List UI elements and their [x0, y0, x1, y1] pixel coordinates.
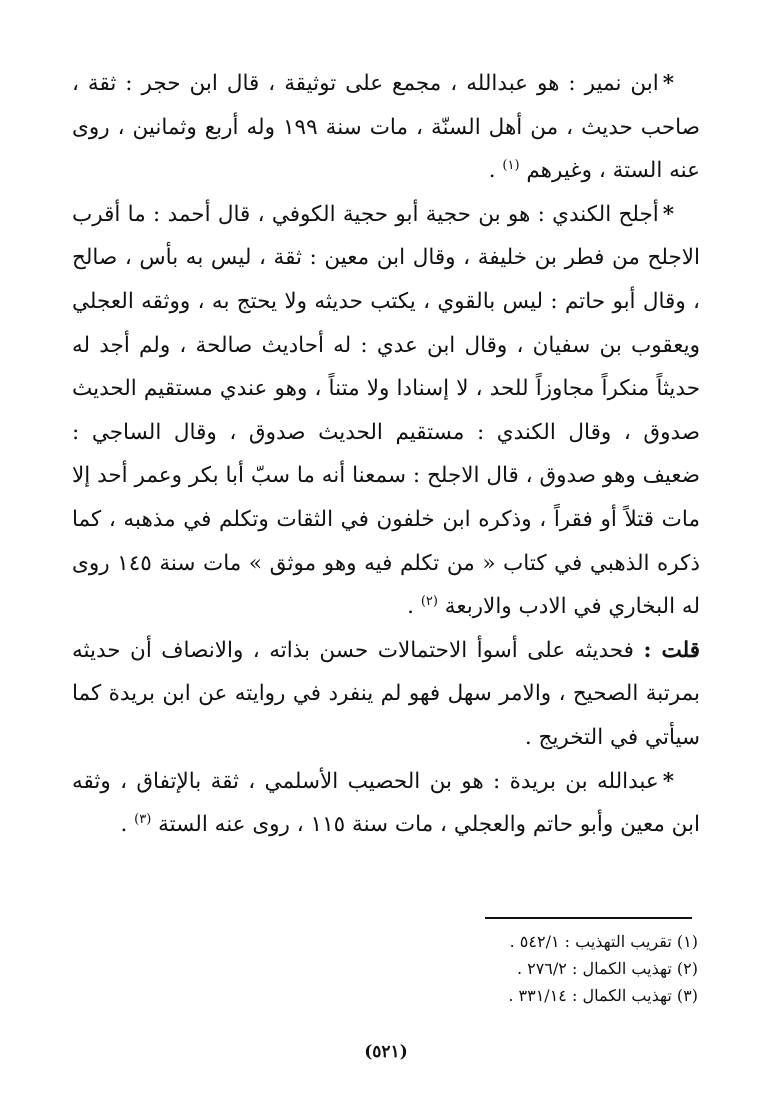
paragraph-tail: .	[120, 812, 128, 838]
paragraph-ajlah	[72, 193, 700, 629]
paragraph-tail: .	[488, 158, 496, 184]
star-marker: *	[662, 71, 674, 96]
paragraph-text: أجلح الكندي : هو بن حجية أبو حجية الكوفي ، قال أحمد : ما أقرب الاجلح من فطر بن خليفة ، وقال ابن معين : ثقة ، ليس به بأس ، صالح ، وقال أبو حاتم : ليس بالقوي ، يكتب حديثه ولا يحتج به ، ووثقه العجلي ويعقوب بن سفيان ، وقال ابن عدي : له أحاديث صالحة ، ولم أجد له حديثاً منكراً مجاوزاً للحد ، لا إسنادا ولا متناً ، وهو عندي مستقيم الحديث صدوق ، وقال الكندي : مستقيم الحديث صدوق ، وقال الساجي : ضعيف وهو صدوق ، قال الاجلح : سمعنا أنه ما سبّ أبا بكر وعمر أحد إلا مات قتلاً أو فقراً ، وذكره ابن خلفون في الثقات وتكلم في مذهبه ، كما ذكره الذهبي في كتاب « من تكلم فيه وهو موثق » مات سنة ١٤٥ روى له البخاري في الادب والاربعة	[72, 201, 700, 620]
star-marker: *	[662, 768, 674, 794]
paragraph-abdullah-buraydah	[72, 760, 700, 847]
footnote-ref: (٣)	[134, 811, 152, 827]
footnote-3: (٣) تهذيب الكمال : ٣٣١/١٤ .	[508, 986, 698, 1005]
main-text	[72, 62, 700, 847]
paragraph-ibn-numayr	[72, 62, 700, 193]
paragraph-text: فحديثه على أسوأ الاحتمالات حسن بذاته ، والانصاف أن حديثه بمرتبة الصحيح ، والامر سهل فهو لم ينفرد في روايته عن ابن بريدة كما سيأتي في التخريج .	[72, 637, 700, 750]
paragraph-qultu	[72, 629, 700, 760]
footnote-ref: (١)	[502, 158, 520, 174]
star-marker: *	[662, 201, 674, 227]
footnote-ref: (٢)	[420, 593, 438, 609]
qultu-label: قلت :	[643, 637, 700, 663]
paragraph-text: عبدالله بن بريدة : هو بن الحصيب الأسلمي ، ثقة بالإتفاق ، وثقه ابن معين وأبو حاتم والعجلي ، مات سنة ١١٥ ، روى عنه الستة	[72, 768, 700, 838]
paragraph-text: ابن نمير : هو عبدالله ، مجمع على توثيقة ، قال ابن حجر : ثقة ، صاحب حديث ، من أهل السنّة ، مات سنة ١٩٩ وله أربع وثمانين ، روى عنه الستة ، وغيرهم	[72, 71, 700, 184]
footnotes	[72, 928, 698, 1009]
paragraph-tail: .	[407, 594, 414, 620]
footnote-1: (١) تقريب التهذيب : ٥٤٢/١ .	[509, 932, 698, 951]
footnote-2: (٢) تهذيب الكمال : ٢٧٦/٢ .	[516, 959, 698, 978]
page-number: (٥٢١)	[364, 1042, 408, 1062]
footnote-divider	[485, 917, 692, 919]
